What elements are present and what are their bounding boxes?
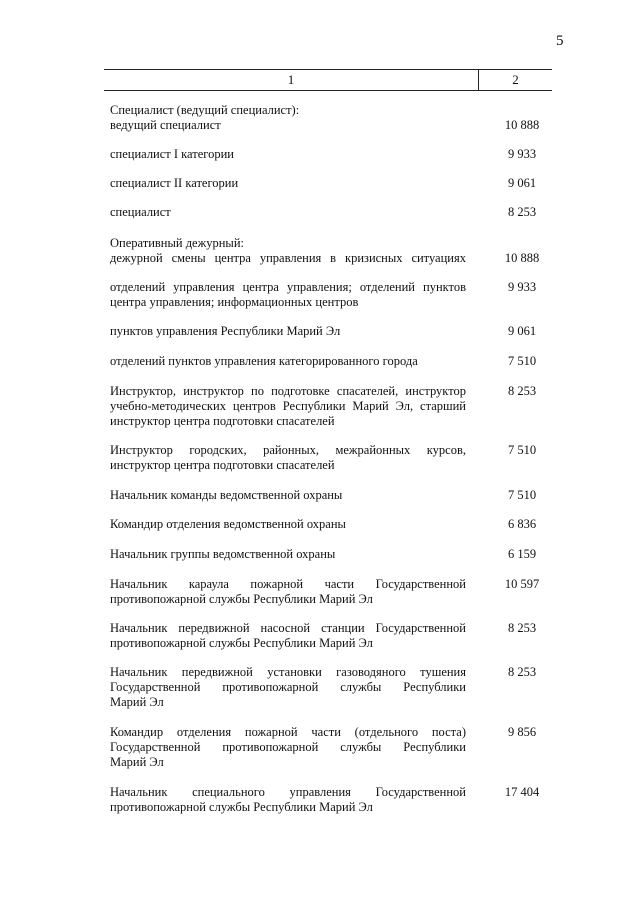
group-heading: Оперативный дежурный: bbox=[110, 236, 244, 250]
position-title-line: Государственной противопожарной службы Республики bbox=[110, 740, 466, 754]
salary-value: 9 061 bbox=[507, 324, 537, 338]
salary-value: 9 933 bbox=[507, 147, 537, 161]
position-title-line: Инструктор городских, районных, межрайонных курсов, bbox=[110, 443, 466, 457]
salary-value: 10 597 bbox=[504, 577, 540, 591]
position-title-line: Начальник караула пожарной части Государственной bbox=[110, 577, 466, 591]
salary-value: 6 159 bbox=[507, 547, 537, 561]
column-1-header: 1 bbox=[104, 70, 479, 90]
position-title-line: специалист I категории bbox=[110, 147, 234, 161]
salary-value: 6 836 bbox=[507, 517, 537, 531]
position-title-line: отделений пунктов управления категорированного города bbox=[110, 354, 418, 368]
salary-value: 8 253 bbox=[507, 384, 537, 398]
position-title-line: Начальник передвижной насосной станции Государственной bbox=[110, 621, 466, 635]
position-title bbox=[110, 280, 466, 310]
salary-value: 8 253 bbox=[507, 621, 537, 635]
position-title-line: Марий Эл bbox=[110, 695, 164, 709]
salary-value: 7 510 bbox=[507, 488, 537, 502]
position-title-line: Начальник группы ведомственной охраны bbox=[110, 547, 336, 561]
position-title-line: пунктов управления Республики Марий Эл bbox=[110, 324, 341, 338]
position-title bbox=[110, 103, 466, 133]
column-2-header: 2 bbox=[512, 72, 519, 87]
position-title-line: специалист bbox=[110, 205, 171, 219]
position-title-line: отделений управления центра управления; отделений пунктов bbox=[110, 280, 466, 294]
page-number: 5 bbox=[556, 33, 564, 49]
position-title bbox=[110, 176, 466, 191]
salary-value: 8 253 bbox=[507, 665, 537, 679]
position-title bbox=[110, 725, 466, 770]
position-title-line: учебно-методических центров Республики Марий Эл, старший bbox=[110, 399, 466, 413]
position-title bbox=[110, 577, 466, 607]
position-title bbox=[110, 205, 466, 220]
position-title bbox=[110, 785, 466, 815]
position-title-line: специалист II категории bbox=[110, 176, 239, 190]
position-title-line: Командир отделения ведомственной охраны bbox=[110, 517, 346, 531]
position-title-line: центра управления; информационных центров bbox=[110, 295, 359, 309]
position-title bbox=[110, 621, 466, 651]
salary-value: 9 933 bbox=[507, 280, 537, 294]
salary-value: 8 253 bbox=[507, 205, 537, 219]
position-title-line: Начальник специального управления Государственной bbox=[110, 785, 466, 799]
salary-value: 7 510 bbox=[507, 443, 537, 457]
position-title bbox=[110, 547, 466, 562]
position-title bbox=[110, 236, 466, 266]
position-title bbox=[110, 517, 466, 532]
salary-value: 17 404 bbox=[504, 785, 540, 799]
position-title-line: противопожарной службы Республики Марий Эл bbox=[110, 800, 373, 814]
position-title bbox=[110, 354, 466, 369]
position-title-line: дежурной смены центра управления в кризисных ситуациях bbox=[110, 251, 466, 265]
position-title bbox=[110, 384, 466, 429]
position-title-line: инструктор центра подготовки спасателей bbox=[110, 414, 335, 428]
position-title-line: Начальник передвижной установки газоводяного тушения bbox=[110, 665, 466, 679]
salary-value: 9 856 bbox=[507, 725, 537, 739]
salary-value: 7 510 bbox=[507, 354, 537, 368]
salary-value: 10 888 bbox=[504, 251, 540, 265]
group-heading: Специалист (ведущий специалист): bbox=[110, 103, 300, 117]
position-title bbox=[110, 665, 466, 710]
position-title bbox=[110, 488, 466, 503]
position-title-line: Инструктор, инструктор по подготовке спасателей, инструктор bbox=[110, 384, 466, 398]
position-title bbox=[110, 324, 466, 339]
position-title-line: Марий Эл bbox=[110, 755, 164, 769]
position-title-line: Государственной противопожарной службы Республики bbox=[110, 680, 466, 694]
salary-value: 10 888 bbox=[504, 118, 540, 132]
position-title bbox=[110, 443, 466, 473]
position-title-line: инструктор центра подготовки спасателей bbox=[110, 458, 335, 472]
salary-value: 9 061 bbox=[507, 176, 537, 190]
table-header bbox=[104, 69, 552, 91]
position-title bbox=[110, 147, 466, 162]
position-title-line: Командир отделения пожарной части (отдельного поста) bbox=[110, 725, 466, 739]
position-title-line: противопожарной службы Республики Марий Эл bbox=[110, 592, 373, 606]
position-title-line: противопожарной службы Республики Марий Эл bbox=[110, 636, 373, 650]
position-title-line: Начальник команды ведомственной охраны bbox=[110, 488, 343, 502]
position-title-line: ведущий специалист bbox=[110, 118, 221, 132]
